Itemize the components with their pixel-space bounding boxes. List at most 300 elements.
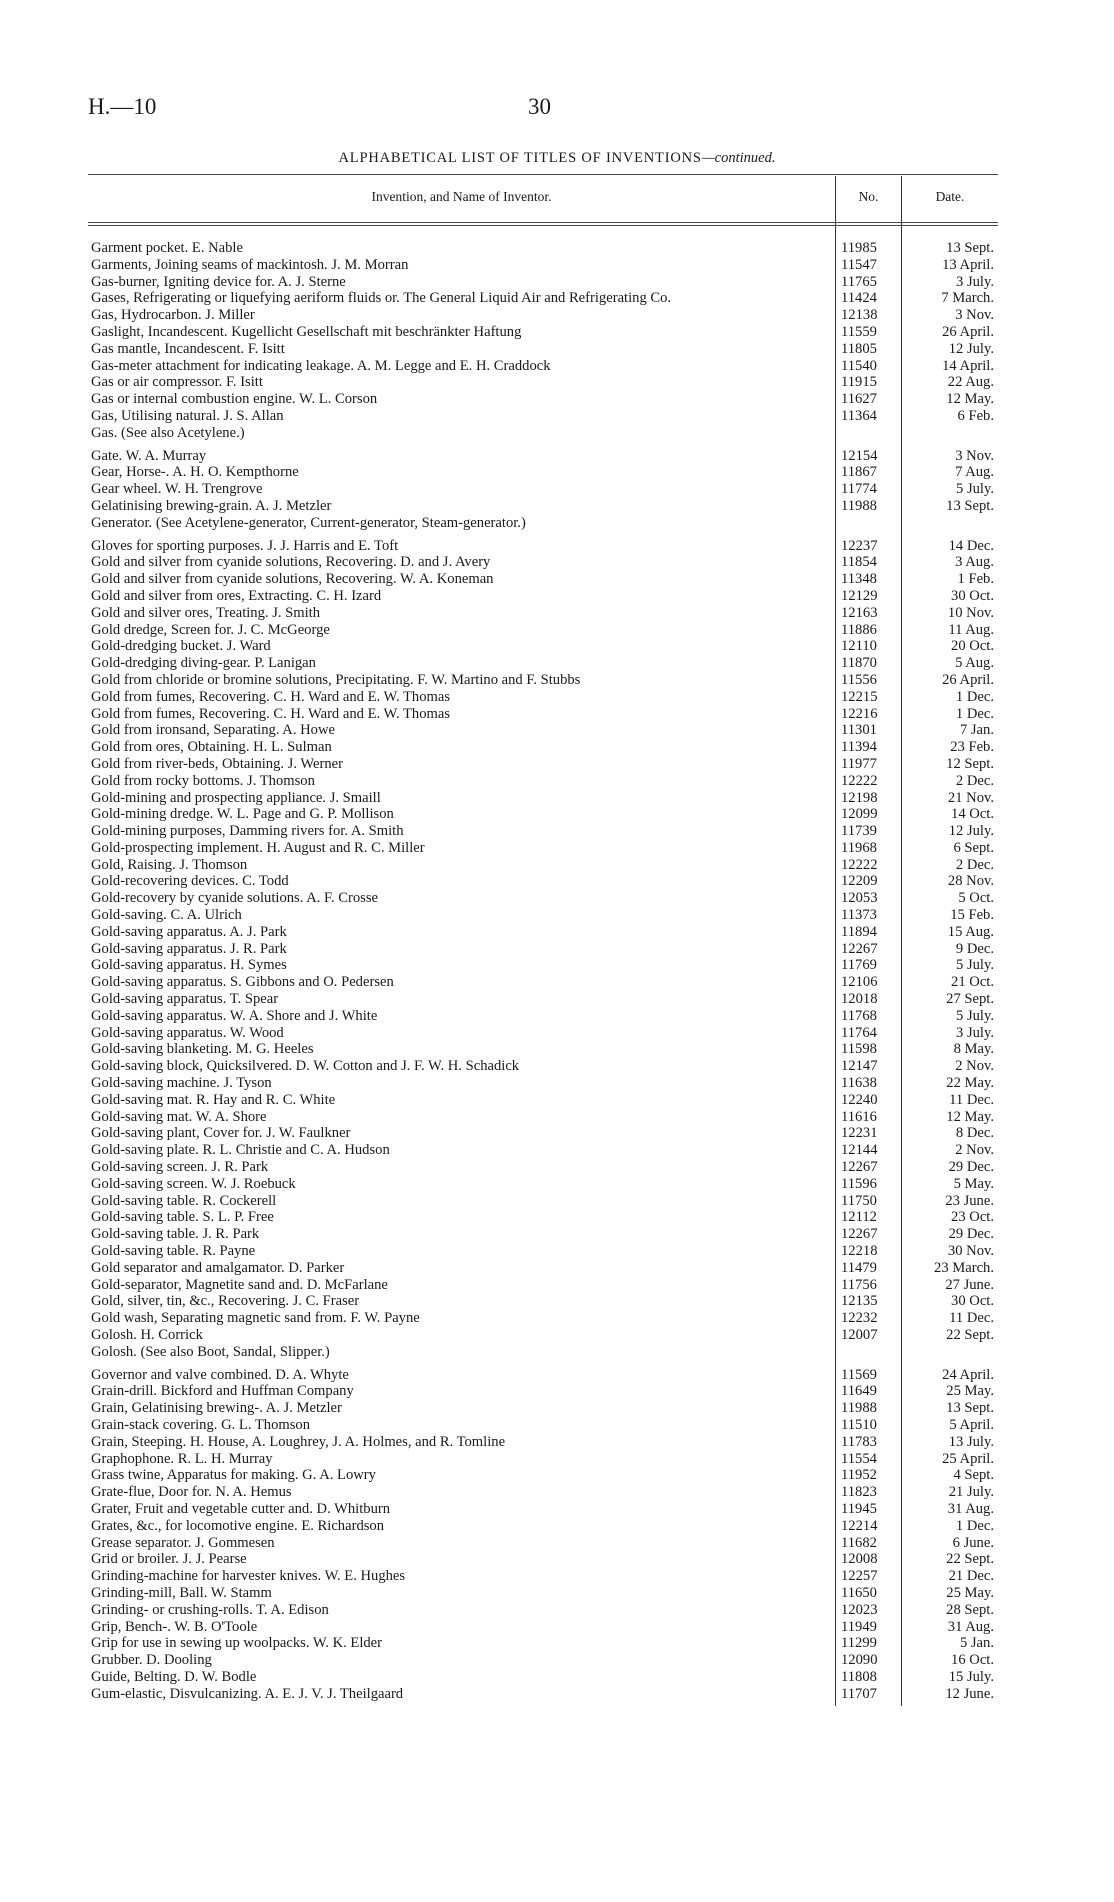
patent-number: 11424	[841, 290, 877, 307]
patent-date: 1 Dec.	[955, 688, 994, 705]
invention-text: Gold-saving table. R. Payne	[91, 1243, 256, 1260]
list-item	[0, 1209, 1114, 1226]
invention-text: Gold, silver, tin, &c., Recovering. J. C. Fraser	[91, 1293, 360, 1310]
patent-date: 11 Dec.	[949, 1310, 994, 1327]
invention-text: Grate-flue, Door for. N. A. Hemus	[91, 1484, 292, 1501]
list-item	[0, 1176, 1114, 1193]
patent-number: 11985	[841, 240, 877, 256]
invention-text: Grain-drill. Bickford and Huffman Company	[91, 1383, 354, 1400]
invention-text: Gold-saving plant, Cover for. J. W. Faulkner	[91, 1125, 351, 1142]
patent-number: 12106	[841, 974, 878, 991]
list-item	[0, 1058, 1114, 1075]
invention-text: Gold from fumes, Recovering. C. H. Ward and E. W. Thomas	[91, 688, 451, 705]
patent-date: 22 May.	[946, 1075, 994, 1092]
patent-number: 12129	[841, 587, 878, 604]
patent-number: 12209	[841, 873, 878, 890]
patent-date: 22 Aug.	[947, 374, 994, 391]
patent-number: 11768	[841, 1007, 877, 1024]
invention-text: Gloves for sporting purposes. J. J. Harris and E. Toft	[91, 537, 399, 554]
patent-date: 2 Dec.	[955, 856, 994, 873]
invention-text: Golosh. (See also Boot, Sandal, Slipper.)	[91, 1343, 330, 1360]
list-item	[0, 1327, 1114, 1344]
invention-text: Gold-saving apparatus. W. A. Shore and J. White	[91, 1007, 378, 1024]
patent-number: 11988	[841, 1400, 877, 1417]
title-text: ALPHABETICAL LIST OF TITLES OF INVENTIONS	[338, 150, 702, 166]
patent-date: 28 Nov.	[947, 873, 994, 890]
patent-number: 11638	[841, 1075, 877, 1092]
list-item	[0, 1686, 1114, 1703]
invention-text: Grip, Bench-. W. B. O'Toole	[91, 1618, 258, 1635]
patent-date: 23 Oct.	[951, 1209, 994, 1226]
list-item	[0, 991, 1114, 1008]
invention-text: Gold and silver from ores, Extracting. C. H. Izard	[91, 587, 382, 604]
list-item	[0, 924, 1114, 941]
patent-date: 25 May.	[946, 1584, 994, 1601]
invention-text: Gold-prospecting implement. H. August and R. C. Miller	[91, 839, 425, 856]
list-item	[0, 1619, 1114, 1636]
list-item	[0, 1025, 1114, 1042]
list-item	[0, 622, 1114, 639]
patent-date: 5 Jan.	[959, 1635, 994, 1652]
patent-date: 23 June.	[945, 1192, 994, 1209]
list-item	[0, 773, 1114, 790]
list-item	[0, 756, 1114, 773]
invention-text: Gaslight, Incandescent. Kugellicht Gesellschaft mit beschränkter Haftung	[91, 323, 522, 340]
patent-number: 11886	[841, 621, 877, 638]
list-item	[0, 857, 1114, 874]
invention-text: Gold from ores, Obtaining. H. L. Sulman	[91, 739, 332, 756]
invention-text: Gold from rocky bottoms. J. Thomson	[91, 772, 315, 789]
patent-number: 12053	[841, 890, 878, 907]
patent-date: 3 Aug.	[955, 554, 994, 571]
patent-date: 25 April.	[942, 1450, 994, 1467]
patent-number: 11559	[841, 323, 877, 340]
patent-date: 3 Nov.	[955, 447, 994, 464]
patent-date: 13 April.	[942, 256, 994, 273]
list-item	[0, 890, 1114, 907]
list-item	[0, 1451, 1114, 1468]
invention-text: Gear, Horse-. A. H. O. Kempthorne	[91, 464, 299, 481]
patent-date: 7 Aug.	[955, 464, 994, 481]
list-item	[0, 1635, 1114, 1652]
list-item	[0, 1159, 1114, 1176]
list-item	[0, 1602, 1114, 1619]
patent-number: 11808	[841, 1668, 877, 1685]
patent-number: 11765	[841, 273, 877, 290]
patent-date: 7 Jan.	[959, 722, 994, 739]
patent-number: 11373	[841, 907, 877, 924]
patent-date: 26 April.	[942, 671, 994, 688]
patent-date: 6 Feb.	[957, 407, 994, 424]
list-item	[0, 588, 1114, 605]
invention-text: Gas, Utilising natural. J. S. Allan	[91, 407, 284, 424]
list-item	[0, 324, 1114, 341]
patent-number: 11569	[841, 1366, 877, 1383]
list-item	[0, 240, 1114, 257]
list-item	[0, 974, 1114, 991]
patent-date: 22 Sept.	[946, 1327, 994, 1343]
list-item	[0, 1344, 1114, 1361]
patent-number: 11870	[841, 655, 877, 672]
list-item	[0, 464, 1114, 481]
patent-number: 12154	[841, 447, 878, 464]
invention-text: Gas or air compressor. F. Isitt	[91, 374, 263, 391]
patent-date: 29 Dec.	[948, 1226, 994, 1243]
patent-number: 11556	[841, 671, 877, 688]
invention-title	[91, 515, 831, 537]
invention-text: Gold-dredging bucket. J. Ward	[91, 638, 271, 655]
list-item	[0, 1434, 1114, 1451]
patent-date: 16 Oct.	[951, 1652, 994, 1669]
patent-number: 12007	[841, 1327, 878, 1343]
patent-number: 12023	[841, 1601, 878, 1618]
patent-number: 11598	[841, 1041, 877, 1058]
patent-number: 12267	[841, 1159, 878, 1176]
patent-date: 12 May.	[946, 391, 994, 408]
patent-date: 11 Aug.	[948, 621, 994, 638]
invention-text: Gold-saving apparatus. S. Gibbons and O. Pedersen	[91, 974, 394, 991]
invention-text: Gold dredge, Screen for. J. C. McGeorge	[91, 621, 330, 638]
patent-number: 11650	[841, 1584, 877, 1601]
invention-text: Gold-saving table. J. R. Park	[91, 1226, 260, 1243]
invention-text: Gases, Refrigerating or liquefying aeriform fluids or. The General Liquid Air and Refrigerating Co.	[91, 290, 672, 307]
list-item	[0, 806, 1114, 823]
patent-date: 3 Nov.	[955, 307, 994, 324]
patent-date: 30 Oct.	[951, 1293, 994, 1310]
list-item	[0, 1293, 1114, 1310]
patent-date: 27 June.	[945, 1276, 994, 1293]
patent-number: 12090	[841, 1652, 878, 1669]
patent-number: 11774	[841, 481, 877, 498]
invention-text: Garments, Joining seams of mackintosh. J. M. Morran	[91, 256, 409, 273]
invention-text: Gold-saving mat. W. A. Shore	[91, 1108, 267, 1125]
list-item	[0, 1467, 1114, 1484]
patent-date: 12 June.	[945, 1685, 994, 1702]
invention-text: Grinding- or crushing-rolls. T. A. Edison	[91, 1601, 329, 1618]
patent-date: 20 Oct.	[951, 638, 994, 655]
patent-date: 30 Oct.	[951, 587, 994, 604]
list-item	[0, 873, 1114, 890]
patent-date: 12 May.	[946, 1108, 994, 1125]
patent-number: 12232	[841, 1310, 878, 1327]
invention-text: Golosh. H. Corrick	[91, 1327, 203, 1343]
list-item	[0, 481, 1114, 498]
list-item	[0, 1075, 1114, 1092]
invention-text: Gold-dredging diving-gear. P. Lanigan	[91, 655, 316, 672]
list-item	[0, 1400, 1114, 1417]
patent-number: 11364	[841, 407, 877, 424]
invention-text: Grid or broiler. J. J. Pearse	[91, 1551, 247, 1568]
invention-title	[91, 425, 831, 447]
patent-number: 12231	[841, 1125, 878, 1142]
invention-text: Gold-mining dredge. W. L. Page and G. P. Mollison	[91, 806, 394, 823]
patent-number: 11479	[841, 1259, 877, 1276]
invention-text: Gold-saving apparatus. A. J. Park	[91, 923, 287, 940]
invention-text: Graphophone. R. L. H. Murray	[91, 1450, 273, 1467]
list-item	[0, 672, 1114, 689]
patent-date: 13 Sept.	[946, 240, 994, 256]
patent-number: 12216	[841, 705, 878, 722]
patent-date: 22 Sept.	[946, 1551, 994, 1568]
invention-text: Gold and silver ores, Treating. J. Smith	[91, 604, 321, 621]
patent-date: 28 Sept.	[946, 1601, 994, 1618]
patent-number: 12267	[841, 940, 878, 957]
title-suffix: —continued.	[701, 150, 776, 166]
patent-date: 10 Nov.	[947, 604, 994, 621]
invention-text: Gold-recovery by cyanide solutions. A. F. Crosse	[91, 890, 379, 907]
invention-text: Grip for use in sewing up woolpacks. W. K. Elder	[91, 1635, 383, 1652]
patent-date: 5 April.	[949, 1416, 994, 1433]
invention-text: Gold from river-beds, Obtaining. J. Werner	[91, 755, 343, 772]
invention-text: Garment pocket. E. Nable	[91, 240, 243, 256]
list-item	[0, 1585, 1114, 1602]
list-item	[0, 790, 1114, 807]
patent-date: 13 July.	[948, 1433, 994, 1450]
invention-text: Gas, Hydrocarbon. J. Miller	[91, 307, 255, 324]
patent-number: 11867	[841, 464, 877, 481]
invention-text: Gas or internal combustion engine. W. L. Corson	[91, 391, 378, 408]
invention-text: Gold-saving apparatus. W. Wood	[91, 1024, 284, 1041]
list-item	[0, 1193, 1114, 1210]
patent-number: 11854	[841, 554, 877, 571]
list-item	[0, 374, 1114, 391]
invention-text: Gold-saving. C. A. Ulrich	[91, 907, 242, 924]
patent-date: 2 Nov.	[955, 1142, 994, 1159]
list-item	[0, 1652, 1114, 1669]
patent-date: 4 Sept.	[953, 1467, 994, 1484]
patent-number: 12257	[841, 1568, 878, 1585]
page-number: 30	[528, 94, 551, 119]
page-id: H.—10	[88, 94, 157, 119]
list-item	[0, 1551, 1114, 1568]
list-item	[0, 391, 1114, 408]
column-header-date: Date.	[935, 189, 965, 204]
patent-date: 12 July.	[948, 340, 994, 357]
invention-text: Gate. W. A. Murray	[91, 447, 207, 464]
patent-date: 24 April.	[942, 1366, 994, 1383]
list-item	[0, 341, 1114, 358]
patent-date: 5 July.	[956, 481, 994, 498]
list-item	[0, 605, 1114, 622]
invention-text: Grain-stack covering. G. L. Thomson	[91, 1416, 310, 1433]
patent-number: 11952	[841, 1467, 877, 1484]
patent-number: 12112	[841, 1209, 877, 1226]
patent-date: 21 Oct.	[951, 974, 994, 991]
list-item	[0, 941, 1114, 958]
patent-date: 1 Dec.	[955, 705, 994, 722]
patent-date: 21 Nov.	[947, 789, 994, 806]
patent-number: 11739	[841, 823, 877, 840]
list-item	[0, 290, 1114, 307]
list-item	[0, 1092, 1114, 1109]
patent-date: 3 July.	[956, 273, 994, 290]
invention-text: Gear wheel. W. H. Trengrove	[91, 481, 263, 498]
patent-date: 11 Dec.	[949, 1091, 994, 1108]
patent-number: 12218	[841, 1243, 878, 1260]
list-item	[0, 274, 1114, 291]
invention-text: Gold-saving mat. R. Hay and R. C. White	[91, 1091, 336, 1108]
list-item	[0, 1243, 1114, 1260]
patent-number: 11783	[841, 1433, 877, 1450]
invention-text: Grinding-machine for harvester knives. W. E. Hughes	[91, 1568, 406, 1585]
patent-date: 13 Sept.	[946, 497, 994, 514]
patent-number: 11510	[841, 1416, 877, 1433]
patent-date: 27 Sept.	[946, 991, 994, 1008]
list-item	[0, 1535, 1114, 1552]
patent-date: 12 Sept.	[946, 755, 994, 772]
invention-text: Gold-separator, Magnetite sand and. D. McFarlane	[91, 1276, 388, 1293]
invention-text: Gold-saving block, Quicksilvered. D. W. Cotton and J. F. W. H. Schadick	[91, 1058, 520, 1075]
patent-date: 23 Feb.	[950, 739, 994, 756]
patent-number: 11769	[841, 957, 877, 974]
patent-number: 12163	[841, 604, 878, 621]
patent-date: 31 Aug.	[947, 1618, 994, 1635]
invention-text: Gold-saving screen. W. J. Roebuck	[91, 1175, 296, 1192]
list-item	[0, 1383, 1114, 1400]
list-item	[0, 1142, 1114, 1159]
patent-number: 11596	[841, 1175, 877, 1192]
list-item	[0, 638, 1114, 655]
list-item	[0, 689, 1114, 706]
list-item	[0, 554, 1114, 571]
invention-text: Gold and silver from cyanide solutions, Recovering. D. and J. Avery	[91, 554, 491, 571]
patent-number: 12215	[841, 688, 878, 705]
invention-text: Gold-saving table. S. L. P. Free	[91, 1209, 274, 1226]
patent-number: 11627	[841, 391, 877, 408]
patent-number: 11540	[841, 357, 877, 374]
list-item	[0, 538, 1114, 555]
patent-date: 12 July.	[948, 823, 994, 840]
patent-number: 11945	[841, 1500, 877, 1517]
patent-number: 11301	[841, 722, 877, 739]
patent-number: 11949	[841, 1618, 877, 1635]
patent-date: 1 Dec.	[955, 1517, 994, 1534]
list-item	[0, 1501, 1114, 1518]
list-item	[0, 1417, 1114, 1434]
invention-text: Gold-saving machine. J. Tyson	[91, 1075, 272, 1092]
invention-text: Gold-saving apparatus. J. R. Park	[91, 940, 287, 957]
patent-number: 12018	[841, 991, 878, 1008]
patent-date: 13 Sept.	[946, 1400, 994, 1417]
invention-text: Gold-mining and prospecting appliance. J. Smaill	[91, 789, 381, 806]
list-item	[0, 571, 1114, 588]
patent-date: 5 May.	[953, 1175, 994, 1192]
patent-date: 31 Aug.	[947, 1500, 994, 1517]
list-item	[0, 408, 1114, 425]
patent-date: 8 Dec.	[955, 1125, 994, 1142]
list-item	[0, 1008, 1114, 1025]
list-item	[0, 1277, 1114, 1294]
invention-text: Gold-recovering devices. C. Todd	[91, 873, 289, 890]
list-item	[0, 1310, 1114, 1327]
patent-date: 15 July.	[948, 1668, 994, 1685]
invention-text: Gas. (See also Acetylene.)	[91, 424, 245, 441]
invention-text: Grates, &c., for locomotive engine. E. Richardson	[91, 1517, 385, 1534]
list-item	[0, 706, 1114, 723]
list-item	[0, 1226, 1114, 1243]
patent-number: 12110	[841, 638, 877, 655]
invention-text: Grease separator. J. Gommesen	[91, 1534, 275, 1551]
patent-date: 5 July.	[956, 957, 994, 974]
patent-number: 12222	[841, 772, 878, 789]
list-item	[0, 1568, 1114, 1585]
patent-date: 9 Dec.	[955, 940, 994, 957]
patent-date: 14 Dec.	[948, 537, 994, 554]
patent-number: 12099	[841, 806, 878, 823]
invention-text: Grass twine, Apparatus for making. G. A. Lowry	[91, 1467, 376, 1484]
patent-number: 11649	[841, 1383, 877, 1400]
column-header-number: No.	[858, 189, 879, 204]
invention-text: Gold-saving table. R. Cockerell	[91, 1192, 277, 1209]
patent-number: 11682	[841, 1534, 877, 1551]
list-item	[0, 448, 1114, 465]
list-item	[0, 739, 1114, 756]
list-item	[0, 1260, 1114, 1277]
patent-number: 12222	[841, 856, 878, 873]
patent-date: 21 Dec.	[948, 1568, 994, 1585]
patent-number: 12138	[841, 307, 878, 324]
patent-number: 11547	[841, 256, 877, 273]
page-title	[0, 150, 1114, 167]
invention-text: Gelatinising brewing-grain. A. J. Metzler	[91, 497, 332, 514]
list-item	[0, 1518, 1114, 1535]
patent-date: 5 Aug.	[955, 655, 994, 672]
invention-title	[91, 1344, 831, 1366]
patent-number: 12214	[841, 1517, 878, 1534]
invention-text: Gold wash, Separating magnetic sand from. F. W. Payne	[91, 1310, 420, 1327]
header-top-rule	[88, 174, 998, 175]
invention-text: Gold-saving screen. J. R. Park	[91, 1159, 269, 1176]
patent-number: 12198	[841, 789, 878, 806]
list-item	[0, 358, 1114, 375]
patent-date: 7 March.	[941, 290, 994, 307]
list-item	[0, 1109, 1114, 1126]
patent-number: 12144	[841, 1142, 878, 1159]
header-bottom-rule	[88, 222, 998, 223]
patent-number: 12240	[841, 1091, 878, 1108]
invention-text: Grain, Gelatinising brewing-. A. J. Metzler	[91, 1400, 342, 1417]
list-item	[0, 425, 1114, 442]
invention-text: Grubber. D. Dooling	[91, 1652, 212, 1669]
patent-date: 6 Sept.	[953, 839, 994, 856]
patent-date: 21 July.	[948, 1484, 994, 1501]
invention-text: Gold from ironsand, Separating. A. Howe	[91, 722, 335, 739]
invention-text: Gold-saving plate. R. L. Christie and C. A. Hudson	[91, 1142, 390, 1159]
invention-text: Gas mantle, Incandescent. F. Isitt	[91, 340, 285, 357]
list-item	[0, 840, 1114, 857]
invention-text: Gold-saving apparatus. T. Spear	[91, 991, 279, 1008]
patent-date: 8 May.	[953, 1041, 994, 1058]
invention-text: Grinding-mill, Ball. W. Stamm	[91, 1584, 272, 1601]
invention-text: Gas-burner, Igniting device for. A. J. Sterne	[91, 273, 346, 290]
list-item	[0, 1125, 1114, 1142]
list-item	[0, 655, 1114, 672]
invention-text: Gold from fumes, Recovering. C. H. Ward and E. W. Thomas	[91, 705, 451, 722]
patent-date: 2 Nov.	[955, 1058, 994, 1075]
list-item	[0, 957, 1114, 974]
patent-number: 11616	[841, 1108, 877, 1125]
patent-number: 11805	[841, 340, 877, 357]
list-item	[0, 1367, 1114, 1384]
patent-number: 11707	[841, 1685, 877, 1702]
inventions-list	[0, 240, 1114, 1703]
list-item	[0, 907, 1114, 924]
list-item	[0, 1669, 1114, 1686]
patent-number: 11394	[841, 739, 877, 756]
patent-date: 1 Feb.	[957, 571, 994, 588]
list-item	[0, 515, 1114, 532]
patent-date: 23 March.	[934, 1259, 994, 1276]
